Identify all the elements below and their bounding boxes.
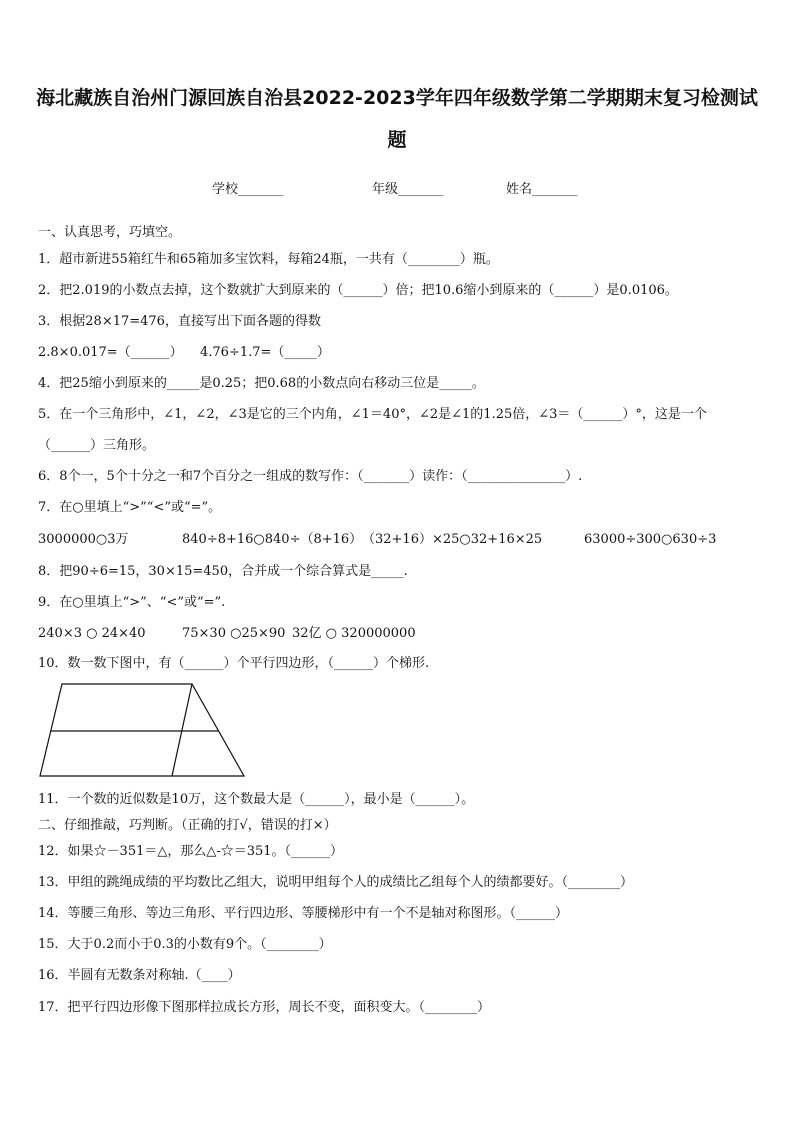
page-title: 海北藏族自治州门源回族自治县2022-2023学年四年级数学第二学期期末复习检测试 [36,87,758,109]
question-5-continued: （______）三角形。 [38,438,156,453]
question-8: 8．把90÷6=15，30×15=450，合并成一个综合算式是_____. [38,564,408,579]
question-17: 17．把平行四边形像下图那样拉成长方形，周长不变，面积变大。（________） [38,1000,491,1015]
question-7b: 840÷8+16○840÷（8+16） [182,532,363,547]
page-title-continued: 题 [387,129,407,151]
question-15: 15．大于0.2而小于0.3的小数有9个。（________） [38,937,332,952]
question-4: 4．把25缩小到原来的_____是0.25；把0.68的小数点向右移动三位是_____。 [38,376,485,391]
question-3a: 2.8×0.017=（______） [38,345,183,360]
question-5: 5．在一个三角形中，∠1，∠2，∠3是它的三个内角，∠1＝40°，∠2是∠1的1.25倍，∠3＝（______）°，这是一个 [38,407,707,422]
question-11: 11．一个数的近似数是10万，这个数最大是（______），最小是（______）。 [38,792,475,807]
question-9b: 75×30 ○25×90 [182,626,286,641]
trapezoid-outline [40,684,244,776]
question-6: 6．8个一，5个十分之一和7个百分之一组成的数写作：（_______）读作：（_______________）. [38,469,583,484]
question-13: 13．甲组的跳绳成绩的平均数比乙组大，说明甲组每个人的成绩比乙组每个人的绩都要好。（________） [38,875,634,890]
trapezoid-figure [38,680,258,780]
question-1: 1．超市新进55箱红牛和65箱加多宝饮料，每箱24瓶，一共有（________）瓶。 [38,252,499,267]
section-heading-1: 一、认真思考，巧填空。 [38,225,182,240]
question-7c: （32+16）×25○32+16×25 [362,532,543,547]
slanted-divider [172,684,192,776]
question-9: 9．在○里填上“>”、“<”或“=”. [38,595,226,610]
question-12: 12．如果☆－351＝△，那么△-☆＝351。（______） [38,844,344,859]
section-heading-2: 二、仔细推敲，巧判断。（正确的打√，错误的打×） [38,818,337,833]
question-16: 16．半圆有无数条对称轴.（____） [38,968,241,983]
question-7d: 63000÷300○630÷3 [584,532,717,547]
question-2: 2．把2.019的小数点去掉，这个数就扩大到原来的（______）倍；把10.6缩小到原来的（______）是0.0106。 [38,283,678,298]
question-7a: 3000000○3万 [38,532,129,547]
question-9a: 240×3 ○ 24×40 [38,626,146,641]
school-field: 学校_______ [212,182,284,197]
question-14: 14．等腰三角形、等边三角形、平行四边形、等腰梯形中有一个不是轴对称图形。（______） [38,906,569,921]
question-9c: 32亿 ○ 320000000 [292,626,416,641]
grade-field: 年级_______ [372,182,444,197]
question-3: 3．根据28×17=476，直接写出下面各题的得数 [38,314,321,329]
question-3b: 4.76÷1.7=（_____） [200,345,330,360]
question-10: 10．数一数下图中，有（______）个平行四边形，（______）个梯形. [38,656,430,671]
question-7: 7．在○里填上“>”“<”或“=”。 [38,500,222,515]
name-field: 姓名_______ [506,182,578,197]
